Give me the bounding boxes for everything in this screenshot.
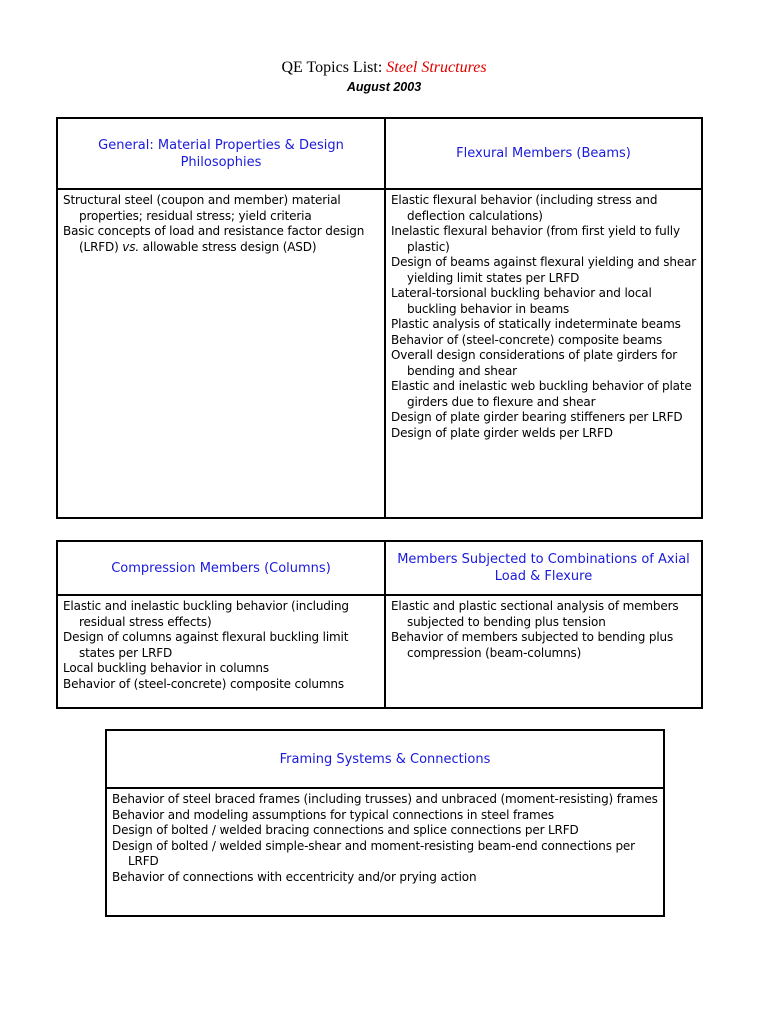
topics-table-columns-combined: [56, 540, 703, 709]
list-item: Local buckling behavior in columns: [63, 661, 269, 675]
document-date: August 2003: [346, 80, 422, 94]
list-item: Lateral-torsional buckling behavior and local buckling behavior in beams: [391, 286, 652, 316]
page-title: [0, 58, 768, 78]
topics-table-framing: [105, 729, 665, 917]
flexural-topics-list: [386, 190, 701, 443]
framing-topics-cell: [106, 788, 664, 916]
list-item: Behavior of steel braced frames (including trusses) and unbraced (moment-resisting) frames: [112, 792, 658, 806]
list-item: Elastic flexural behavior (including stress and deflection calculations): [391, 193, 658, 223]
list-item: Elastic and plastic sectional analysis of members subjected to bending plus tension: [391, 599, 679, 629]
heading-compression: Compression Members (Columns): [57, 541, 385, 595]
list-item: Elastic and inelastic web buckling behavior of plate girders due to flexure and shear: [391, 379, 692, 409]
lrfd-asd-item: Basic concepts of load and resistance factor design (LRFD) vs. allowable stress design (ASD): [63, 224, 365, 254]
compression-topics-list: [58, 596, 384, 694]
list-item: Inelastic flexural behavior (from first yield to fully plastic): [391, 224, 680, 254]
list-item: Behavior of connections with eccentricity and/or prying action: [112, 869, 477, 884]
list-item: Design of beams against flexural yielding and shear yielding limit states per LRFD: [391, 255, 697, 285]
heading-flexural: Flexural Members (Beams): [385, 118, 702, 189]
list-item: Design of bolted / welded simple-shear and moment-resisting beam-end connections per LRFD: [112, 838, 635, 868]
heading-combined-loading: Members Subjected to Combinations of Axial Load & Flexure: [385, 541, 702, 595]
list-item: Behavior of (steel-concrete) composite beams: [391, 332, 663, 347]
list-item: Behavior of members subjected to bending plus compression (beam-columns): [391, 630, 674, 660]
heading-framing: Framing Systems & Connections: [106, 730, 664, 788]
list-item: Design of columns against flexural buckling limit states per LRFD: [63, 630, 349, 660]
framing-topics-list: [107, 789, 663, 887]
list-item: Plastic analysis of statically indeterminate beams: [391, 317, 681, 331]
heading-general: General: Material Properties & Design Philosophies: [57, 118, 385, 189]
list-item: Design of plate girder bearing stiffeners per LRFD: [391, 410, 683, 424]
general-topics-cell: [57, 189, 385, 518]
title-subject: Steel Structures: [386, 59, 487, 76]
list-item: Overall design considerations of plate girders for bending and shear: [391, 348, 678, 378]
list-item: Behavior and modeling assumptions for typical connections in steel frames: [112, 807, 554, 822]
list-item: Structural steel (coupon and member) material properties; residual stress; yield criteria: [63, 193, 341, 223]
title-prefix: QE Topics List:: [281, 59, 387, 76]
list-item: Design of plate girder welds per LRFD: [391, 425, 613, 440]
flexural-topics-cell: [385, 189, 702, 518]
list-item: Elastic and inelastic buckling behavior (including residual stress effects): [63, 599, 349, 629]
topics-table-general-flexural: [56, 117, 703, 519]
combined-topics-list: [386, 596, 701, 663]
list-item: Behavior of (steel-concrete) composite columns: [63, 676, 344, 691]
list-item: [63, 224, 380, 255]
combined-topics-cell: [385, 595, 702, 708]
general-topics-list: [58, 190, 384, 257]
list-item: Design of bolted / welded bracing connections and splice connections per LRFD: [112, 823, 579, 837]
compression-topics-cell: [57, 595, 385, 708]
